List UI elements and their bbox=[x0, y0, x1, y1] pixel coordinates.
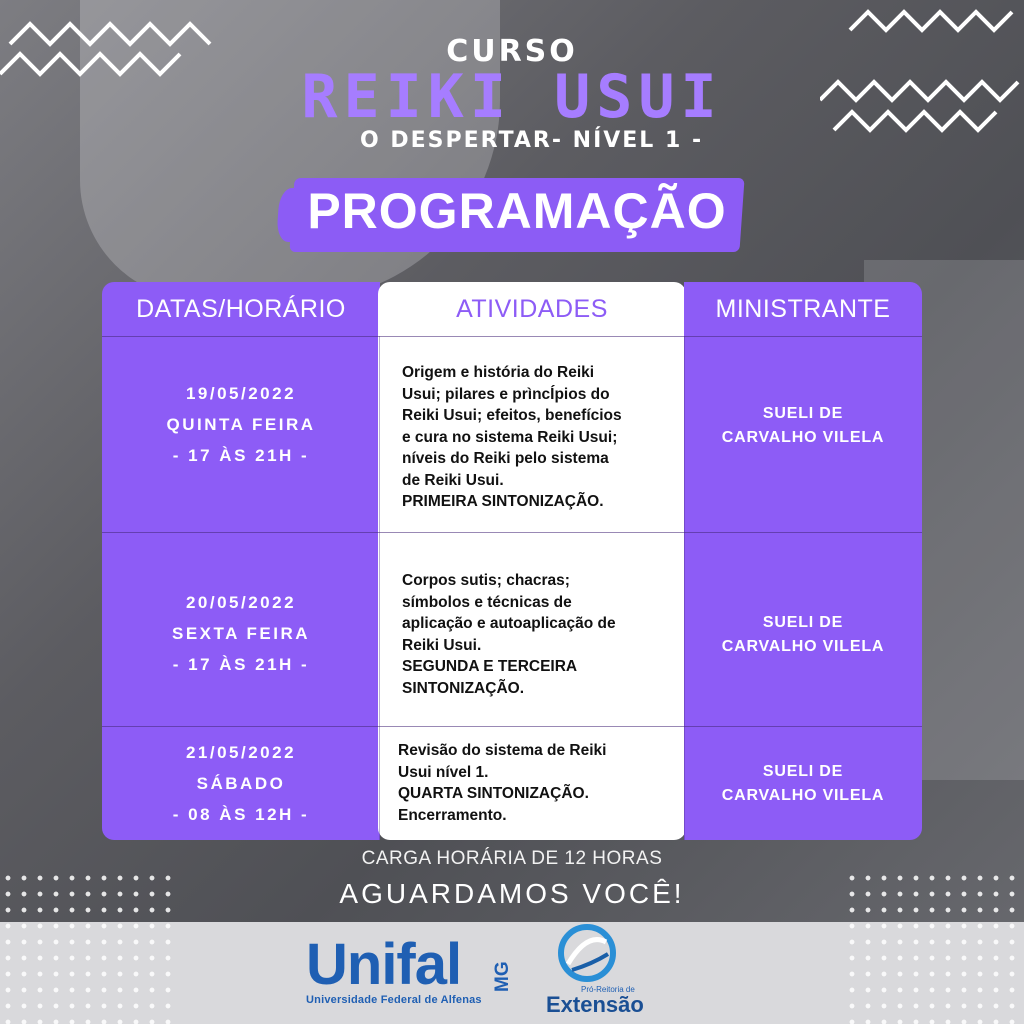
day-text: QUINTA FEIRA bbox=[166, 415, 316, 434]
minister-column bbox=[684, 282, 922, 840]
minister-text: SUELI DE CARVALHO VILELA bbox=[721, 614, 885, 655]
table-row-date bbox=[102, 378, 380, 471]
day-text: SEXTA FEIRA bbox=[171, 624, 310, 643]
time-text: - 17 ÀS 21H - bbox=[172, 655, 310, 674]
extensao-logo-icon bbox=[558, 924, 616, 982]
schedule-table bbox=[102, 282, 922, 840]
workload-text: CARGA HORÁRIA DE 12 HORAS bbox=[361, 848, 663, 869]
date-text: 19/05/2022 bbox=[185, 384, 297, 403]
programacao-heading: PROGRAMAÇÃO bbox=[307, 183, 727, 239]
extensao-logo-small-text: Pró-Reitoria de bbox=[581, 985, 635, 994]
row-divider bbox=[102, 336, 922, 337]
time-text: - 08 ÀS 12H - bbox=[172, 805, 310, 824]
unifal-logo-mg: MG bbox=[492, 961, 513, 992]
course-label: CURSO bbox=[446, 34, 578, 69]
row-divider bbox=[102, 726, 922, 727]
header-activities: ATIVIDADES bbox=[456, 295, 608, 323]
header-minister: MINISTRANTE bbox=[715, 295, 891, 323]
activities-text: Revisão do sistema de Reiki Usui nível 1. QUARTA SINTONIZAÇÃO. Encerramento. bbox=[398, 742, 607, 824]
course-subtitle: O DESPERTAR- NÍVEL 1 - bbox=[360, 128, 704, 153]
table-row-date bbox=[102, 737, 380, 830]
dots-decoration bbox=[0, 870, 180, 1024]
row-divider bbox=[102, 532, 922, 533]
day-text: SÁBADO bbox=[196, 774, 286, 793]
activities-text: Corpos sutis; chacras; símbolos e técnicas de aplicação e autoaplicação de Reiki Usui. SEGUNDA E TERCEIRA SINTONIZAÇÃO. bbox=[402, 572, 616, 697]
extensao-logo-text: Extensão bbox=[546, 992, 644, 1017]
table-row-date bbox=[102, 587, 380, 680]
unifal-logo-subtitle: Universidade Federal de Alfenas bbox=[306, 994, 482, 1006]
header-dates: DATAS/HORÁRIO bbox=[136, 295, 346, 323]
date-text: 21/05/2022 bbox=[185, 743, 297, 762]
activities-text: Origem e história do Reiki Usui; pilares e prìncÍpios do Reiki Usui; efeitos, benefícios e cura no sistema Reiki Usui; níveis do Reiki pelo sistema de Reiki Usui. PRIMEIRA SINTONIZAÇÃO. bbox=[402, 364, 622, 510]
minister-text: SUELI DE CARVALHO VILELA bbox=[721, 763, 885, 804]
minister-text: SUELI DE CARVALHO VILELA bbox=[721, 405, 885, 446]
closing-text: AGUARDAMOS VOCÊ! bbox=[339, 878, 685, 909]
date-text: 20/05/2022 bbox=[185, 593, 297, 612]
unifal-logo: Unifal bbox=[306, 932, 462, 997]
course-title: REIKI USUI bbox=[301, 62, 723, 132]
dots-decoration bbox=[844, 870, 1024, 1024]
time-text: - 17 ÀS 21H - bbox=[172, 446, 310, 465]
